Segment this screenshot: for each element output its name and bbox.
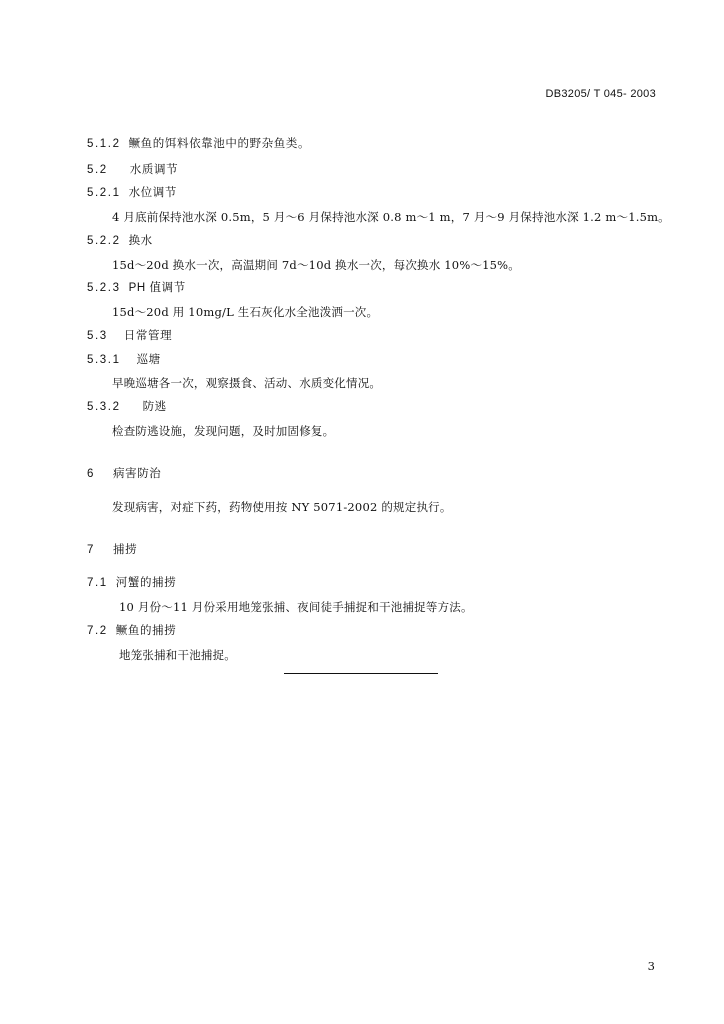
- end-rule: [284, 673, 438, 674]
- clause-text: 鳜鱼的饵料依靠池中的野杂鱼类。: [128, 138, 311, 150]
- section-title: 河蟹的捕捞: [115, 577, 177, 589]
- section-5-2: [87, 163, 178, 177]
- section-title: 水质调节: [129, 164, 179, 176]
- page-number: 3: [647, 959, 655, 973]
- clause-5-2-3: [87, 281, 186, 295]
- paragraph-crab-harvest: 10 月份～11 月份采用地笼张捕、夜间徒手捕捉和干池捕捉等方法。: [119, 600, 473, 614]
- section-7: [87, 543, 137, 557]
- paragraph-disease-control: 发现病害，对症下药，药物使用按 NY 5071-2002 的规定执行。: [112, 500, 452, 514]
- standard-code: DB3205/ T 045- 2003: [545, 88, 656, 100]
- section-title: 日常管理: [123, 330, 173, 342]
- section-title: 捕捞: [113, 544, 138, 556]
- clause-number: 5.3.2: [87, 401, 121, 413]
- section-title: 鳜鱼的捕捞: [115, 625, 177, 637]
- section-7-1: [87, 576, 176, 590]
- clause-title: 巡塘: [136, 354, 161, 366]
- paragraph-patrol: 早晚巡塘各一次，观察摄食、活动、水质变化情况。: [112, 376, 382, 390]
- clause-5-3-2: [87, 400, 167, 414]
- clause-number: 5.2.3: [87, 282, 121, 294]
- clause-5-2-1: [87, 186, 177, 200]
- section-number: 5.3: [87, 330, 108, 342]
- clause-number: 5.3.1: [87, 354, 121, 366]
- paragraph-escape-prevention: 检查防逃设施，发现问题，及时加固修复。: [112, 424, 335, 438]
- clause-title: PH 值调节: [128, 282, 186, 294]
- clause-title: 换水: [128, 235, 153, 247]
- section-number: 5.2: [87, 164, 108, 176]
- section-6: [87, 467, 161, 481]
- section-title: 病害防治: [113, 468, 162, 480]
- paragraph-water-level: 4 月底前保持池水深 0.5m，5 月～6 月保持池水深 0.8 m～1 m，7 月～9 月保持池水深 1.2 m～1.5m。: [112, 210, 670, 224]
- clause-5-1-2: [87, 137, 310, 151]
- section-5-3: [87, 329, 172, 343]
- clause-5-2-2: [87, 234, 153, 248]
- clause-number: 5.2.1: [87, 187, 121, 199]
- section-7-2: [87, 624, 176, 638]
- section-number: 6: [87, 468, 95, 480]
- section-number: 7.1: [87, 577, 108, 589]
- clause-title: 水位调节: [128, 187, 177, 199]
- clause-number: 5.1.2: [87, 138, 121, 150]
- paragraph-water-exchange: 15d～20d 换水一次，高温期间 7d～10d 换水一次，每次换水 10%～15%。: [112, 258, 521, 272]
- paragraph-mandarin-fish-harvest: 地笼张捕和干池捕捉。: [119, 648, 236, 662]
- clause-5-3-1: [87, 353, 161, 367]
- clause-title: 防逃: [142, 401, 167, 413]
- paragraph-ph-adjust: 15d～20d 用 10mg/L 生石灰化水全池泼洒一次。: [112, 305, 379, 319]
- clause-number: 5.2.2: [87, 235, 121, 247]
- section-number: 7: [87, 544, 95, 556]
- section-number: 7.2: [87, 625, 108, 637]
